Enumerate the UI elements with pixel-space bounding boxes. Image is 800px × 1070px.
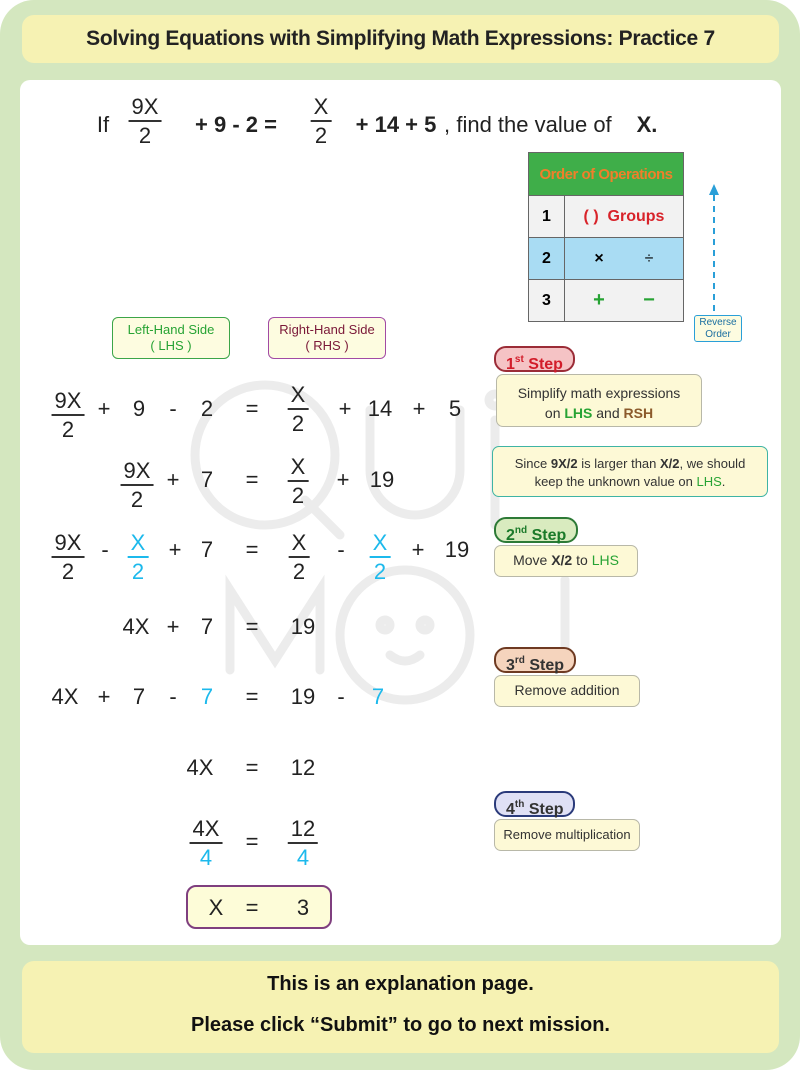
fraction-denominator: 2 (130, 487, 144, 512)
note-bold: 9X/2 (550, 456, 578, 471)
operator: + (166, 614, 180, 639)
question-rhs-terms: + 14 + 5 (355, 112, 437, 137)
note-text: , we should (679, 456, 746, 471)
fraction-denominator: 2 (291, 411, 305, 436)
operator: + (338, 396, 352, 421)
note-text: . (721, 474, 726, 489)
fraction (52, 390, 85, 441)
fraction-denominator: 2 (373, 559, 387, 584)
term: 5 (448, 396, 462, 421)
fraction (288, 384, 309, 435)
fraction-denominator: 2 (292, 559, 306, 584)
step-2-note (494, 545, 638, 577)
term: 4X (122, 614, 150, 639)
order-row-number: 2 (529, 238, 565, 280)
fraction-highlighted (128, 532, 149, 583)
step-number: 2 (506, 527, 515, 544)
tip-note (492, 446, 768, 497)
term: 7 (200, 614, 214, 639)
note-text: on (544, 405, 561, 421)
note-text: to (576, 552, 588, 568)
fraction-highlighted (370, 532, 391, 583)
note-text: Since (514, 456, 548, 471)
term: 9 (132, 396, 146, 421)
term: 2 (200, 396, 214, 421)
fraction-denominator: 4 (296, 845, 310, 870)
step-ordinal: st (514, 354, 524, 365)
operator: + (97, 684, 111, 709)
equals-sign: = (245, 755, 259, 780)
note-text: Move (513, 552, 548, 568)
answer-value: 3 (296, 895, 310, 920)
term: 14 (367, 396, 393, 421)
step-1-tag (494, 346, 575, 372)
plus-symbol: + (593, 289, 605, 311)
equals-sign: = (245, 895, 259, 920)
fraction-numerator: 9X (121, 460, 154, 486)
lhs-label-line1: Left-Hand Side (127, 322, 215, 337)
footer-banner (22, 961, 779, 1053)
term: 7 (200, 467, 214, 492)
fraction-denominator: 4 (199, 845, 213, 870)
explanation-panel (20, 80, 781, 945)
step-ordinal: rd (514, 655, 525, 666)
operator: + (97, 396, 111, 421)
note-text: keep the unknown value on (534, 474, 693, 489)
fraction-numerator: X (311, 96, 332, 122)
fraction-numerator: 9X (52, 390, 85, 416)
step-1-note (496, 374, 702, 427)
term: 12 (290, 755, 316, 780)
equals-sign: = (245, 614, 259, 639)
note-text: and (596, 405, 620, 421)
fraction-numerator: X (288, 384, 309, 410)
divide-symbol: ÷ (644, 249, 654, 267)
equals-sign: = (245, 467, 259, 492)
equals-sign: = (245, 537, 259, 562)
footer-line-2: Please click “Submit” to go to next mission. (191, 1014, 610, 1036)
fraction (288, 818, 318, 869)
lhs-highlight: LHS (696, 474, 722, 489)
equals-sign: = (245, 829, 259, 854)
step-4-note: Remove multiplication (494, 819, 640, 851)
operator: - (169, 684, 177, 709)
groups-label: Groups (607, 207, 665, 225)
step-label: Step (531, 527, 567, 544)
term-highlighted: 7 (200, 684, 214, 709)
order-of-operations-header: Order of Operations (529, 153, 684, 196)
order-row-add-subtract (565, 280, 684, 322)
term: 19 (290, 684, 316, 709)
operator: - (337, 684, 345, 709)
reverse-label-line2: Order (705, 329, 731, 340)
step-4-tag (494, 791, 575, 817)
term: 4X (51, 684, 79, 709)
operator: + (168, 537, 182, 562)
lhs-highlight: LHS (591, 552, 619, 568)
term: 19 (290, 614, 316, 639)
operator: - (337, 537, 345, 562)
fraction-denominator: 2 (61, 559, 75, 584)
fraction-numerator: 9X (52, 532, 85, 558)
step-number: 1 (506, 356, 515, 373)
fraction-denominator: 2 (131, 559, 145, 584)
step-3-tag (494, 647, 576, 673)
parentheses-symbol: ( ) (583, 207, 599, 225)
fraction (288, 456, 309, 507)
fraction (289, 532, 310, 583)
fraction-denominator: 2 (291, 483, 305, 508)
question-comma: , (443, 112, 451, 137)
rhs-label (268, 317, 386, 359)
note-bold: X/2 (660, 456, 680, 471)
fraction-numerator: 9X (129, 96, 162, 122)
operator: - (169, 396, 177, 421)
note-line (497, 403, 701, 423)
fraction-numerator: 4X (190, 818, 223, 844)
rsh-highlight: RSH (623, 405, 654, 421)
rhs-label-line2: ( RHS ) (305, 338, 349, 353)
step-ordinal: nd (514, 525, 528, 536)
term: 7 (200, 537, 214, 562)
reverse-order-label (694, 315, 742, 342)
step-2-tag (494, 517, 578, 543)
step-number: 3 (506, 657, 515, 674)
fraction-numerator: X (370, 532, 391, 558)
term: 7 (132, 684, 146, 709)
fraction-numerator: X (288, 456, 309, 482)
step-number: 4 (506, 801, 515, 818)
order-row-multiply-divide (565, 238, 684, 280)
operator: + (411, 537, 425, 562)
question-if: If (96, 112, 110, 137)
rhs-label-line1: Right-Hand Side (279, 322, 375, 337)
answer-variable: X (208, 895, 224, 920)
step-label: Step (528, 356, 563, 373)
fraction-denominator: 2 (138, 123, 152, 148)
page-title: Solving Equations with Simplifying Math Expressions: Practice 7 (22, 15, 779, 63)
operator: - (101, 537, 109, 562)
step-label: Step (528, 801, 564, 818)
operator: + (412, 396, 426, 421)
step-label: Step (529, 657, 565, 674)
equals-sign: = (245, 684, 259, 709)
reverse-order-arrow-icon (708, 184, 720, 318)
question-rhs-fraction (311, 96, 332, 147)
fraction (52, 532, 85, 583)
question-variable: X. (636, 112, 658, 137)
note-text: is larger than (581, 456, 657, 471)
term-highlighted: 7 (371, 684, 385, 709)
note-line (493, 473, 767, 491)
operator: + (336, 467, 350, 492)
order-row-number: 3 (529, 280, 565, 322)
footer-line-1: This is an explanation page. (267, 973, 534, 995)
step-3-note: Remove addition (494, 675, 640, 707)
question-lhs-fraction (129, 96, 162, 147)
step-ordinal: th (514, 799, 525, 810)
order-of-operations-table (528, 152, 684, 322)
note-bold: X/2 (551, 552, 573, 568)
fraction-numerator: 12 (288, 818, 318, 844)
multiply-symbol: × (594, 249, 604, 267)
term: 4X (186, 755, 214, 780)
operator: + (166, 467, 180, 492)
fraction-denominator: 2 (314, 123, 328, 148)
equals-sign: = (245, 396, 259, 421)
fraction (121, 460, 154, 511)
order-row-number: 1 (529, 196, 565, 238)
fraction (190, 818, 223, 869)
minus-symbol: − (643, 289, 655, 311)
lhs-highlight: LHS (564, 405, 593, 421)
lhs-label (112, 317, 230, 359)
fraction-numerator: X (289, 532, 310, 558)
fraction-denominator: 2 (61, 417, 75, 442)
note-line: Simplify math expressions (517, 385, 681, 401)
fraction-numerator: X (128, 532, 149, 558)
term: 19 (444, 537, 470, 562)
order-row-groups (565, 196, 684, 238)
question-lhs-terms: + 9 - 2 = (195, 112, 277, 137)
reverse-label-line1: Reverse (699, 317, 737, 328)
term: 19 (369, 467, 395, 492)
question-suffix: find the value of (456, 112, 612, 137)
note-line (493, 455, 767, 473)
lhs-label-line2: ( LHS ) (150, 338, 192, 353)
